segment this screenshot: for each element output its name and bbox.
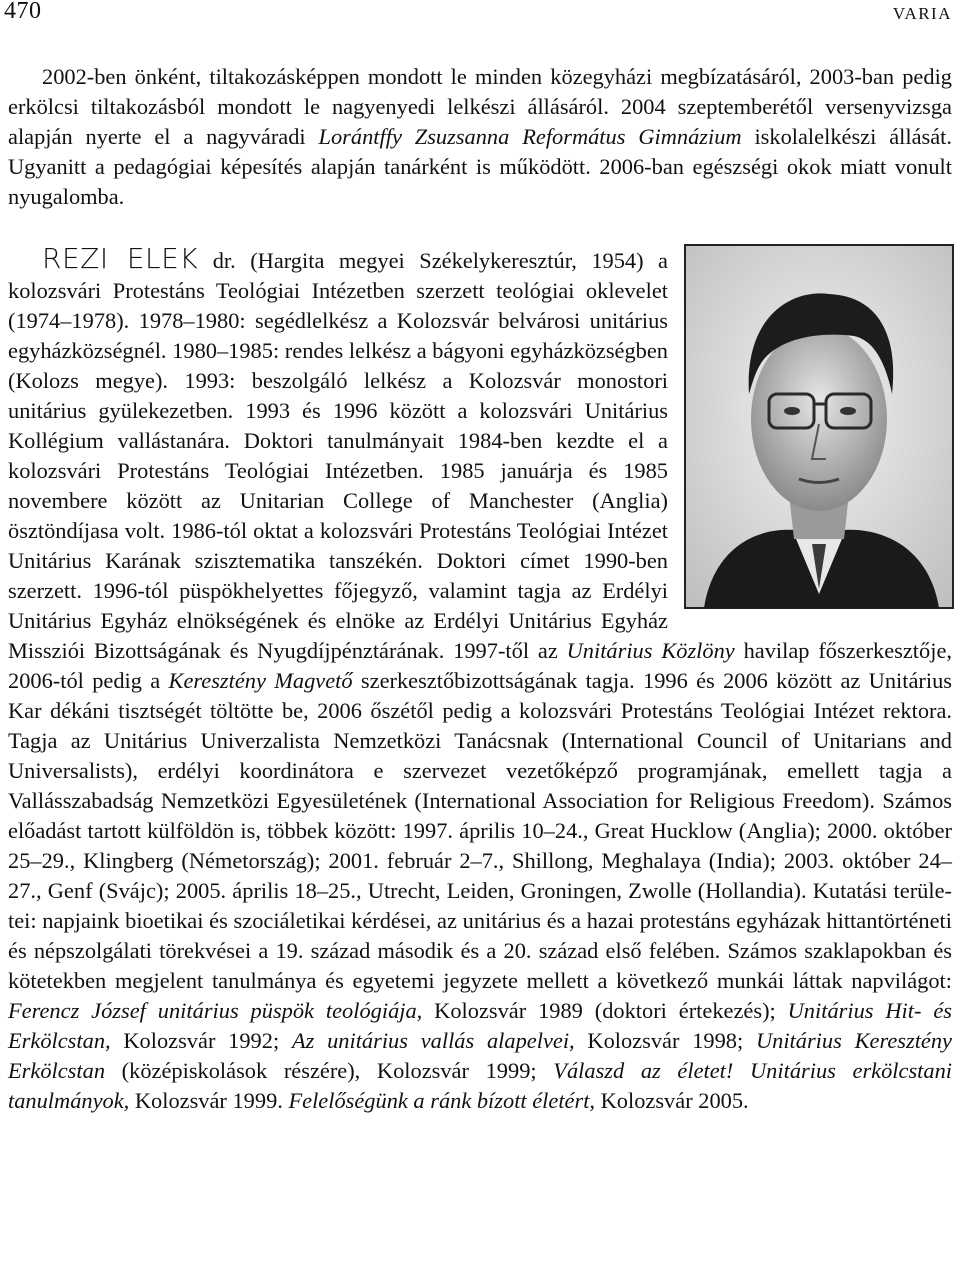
intro-paragraph <box>8 62 952 212</box>
running-head: VARIA <box>892 4 952 23</box>
text-run: (középiskolások részére), Kolozsvár 1999; <box>105 1058 554 1083</box>
text-run: havilap főszerkesztője, 2006-tól pedig a <box>8 638 952 693</box>
italic-run: Felelőségünk a ránk bízott életért, <box>288 1088 596 1113</box>
text-run: iskolalelkészi állását. Ugyanitt a pedagógiai képesítés alapján tanárként is működött. 2006-ban egészségi okok miatt vonult nyugalomba. <box>8 124 952 209</box>
photo-spacer <box>668 244 952 614</box>
biography-paragraph <box>8 244 952 1116</box>
page-number: 470 <box>4 0 42 24</box>
person-name: REZI ELEK <box>42 242 199 275</box>
text-run: Kolozsvár 2005. <box>595 1088 749 1113</box>
italic-run: Válaszd az életet! Unitárius erkölcstani tanulmányok, <box>8 1058 953 1113</box>
italic-run: Keresztény Magvető <box>168 668 353 693</box>
text-run: 2002-ben önként, tiltakozásképpen mondott le minden közegyházi megbízatásáról, 2003-ban pedig erkölcsi tiltakozásból mondott le nagyenyedi lelkészi állásáról. 2004 szeptemberétől versenyvizsga alapján nyerte el a nagyváradi <box>8 64 952 149</box>
italic-run: Unitárius Keresztény Erkölcstan <box>8 1028 952 1083</box>
text-run: szerkesztőbizottságának tagja. 1996 és 2006 között az Unitárius Kar dékáni tisztségét töltötte be, 2006 őszétől pedig a kolozsvári Protestáns Teológiai Intézet rektora. Tagja az Unitárius Univerzalista Nemzetközi Tanácsnak (International Council of Unitarians and Universalists), erdélyi koordinátora e szervezet vezetőképző programjának, emellett tagja a Vallásszabadság Nemzetközi Egyesületének (International Association for Religious Freedom). Számos előadást tartott külföldön is, többek között: 1997. április 10–24., Great Hucklow (Anglia); 2000. október 25–29., Klingberg (Németország); 2001. február 2–7., Shillong, Meghalaya (India); 2003. október 24–27., Genf (Svájc); 2005. április 18–25., Utrecht, Leiden, Groningen, Zwolle (Hollandia). Kutatási területei: napjaink bioetikai és szociáletikai kérdései, az unitárius és a hazai protestáns egyházak hittantörténeti és népszolgálati törekvései a 19. század második és a 20. század első felében. Számos szaklapokban és kötetekben megjelent tanulmánya és egyetemi jegyzete mellett a következő munkái láttak napvilágot: <box>8 668 952 993</box>
italic-run: Unitárius Közlöny <box>566 638 735 663</box>
text-run: Kolozsvár 1989 (doktori értekezés); <box>422 998 788 1023</box>
text-run: Kolozsvár 1992; <box>110 1028 292 1053</box>
italic-run: Ferencz József unitárius püspök teológiája, <box>8 998 423 1023</box>
text-run: (Hargita megyei Székelykeresztúr, 1954) a kolozsvári Protestáns Teológiai Intézetben szerzett teológiai oklevelet (1974–1978). 1978–1980: segédlelkész a Kolozsvár belvárosi unitárius egyházközségnél. 1980–1985: rendes lelkész a bágyoni egyházközségben (Kolozs megye). 1993: beszolgáló lelkész a Kolozsvár monostori unitárius gyülekezetben. 1993 és 1996 között a kolozsvári Unitárius Kollégium vallástanára. Doktori tanulmányait 1984-ben kezdte el a kolozsvári Protestáns Teológiai Intézetben. 1985 januárja és 1985 novembere között az Unitarian College of Manchester (Anglia) ösztöndíjasa volt. 1986-tól oktat a kolozsvári Protestáns Teológiai Intézet Unitárius Karának szisztematika tanszékén. Doktori címet 1990-ben szerzett. 1996-tól püspökhelyettes főjegyző, valamint tagja az Erdélyi Unitárius Egyház elnökségének és elnöke az Erdélyi Unitárius Egyház Missziói Bizottságának és Nyugdíjpénztárának. 1997-től az <box>8 248 668 663</box>
italic-run: Unitárius Hit- és Erkölcstan, <box>8 998 952 1053</box>
text-run: Kolozsvár 1998; <box>574 1028 756 1053</box>
italic-run: Lorántffy Zsuzsanna Református Gimnázium <box>318 124 742 149</box>
text-run: Kolozsvár 1999. <box>129 1088 289 1113</box>
person-title: dr. <box>198 248 236 273</box>
italic-run: Az unitárius vallás alapelvei, <box>291 1028 575 1053</box>
page-header <box>0 0 960 30</box>
